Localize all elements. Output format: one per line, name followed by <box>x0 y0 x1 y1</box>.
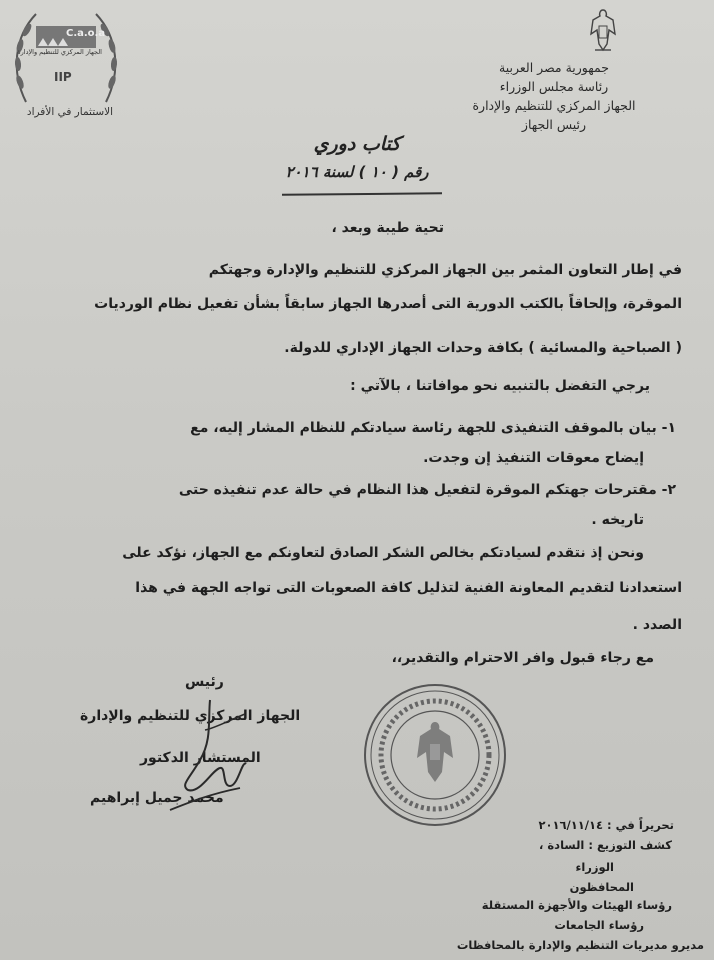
recipient-item: الوزراء <box>575 860 614 874</box>
letterhead <box>454 58 654 134</box>
greeting: تحية طيبة وبعد ، <box>331 220 444 236</box>
recipient-item: رؤساء الجامعات <box>554 918 644 932</box>
handwritten-signature <box>150 690 270 820</box>
paragraph-line: استعدادنا لتقديم المعاونة الفنية لتذليل كافة الصعوبات التى تواجه الجهة في هذا <box>135 580 682 596</box>
paragraph-line: الموقرة، وإلحاقاً بالكتب الدورية التى أصدرها الجهاز سابقاً بشأن تفعيل نظام الورديات <box>94 296 682 312</box>
letterhead-line: رئيس الجهاز <box>521 117 587 132</box>
title-underline <box>282 192 442 195</box>
signatory-title: رئيس <box>185 674 224 690</box>
signatory-name: محمد جميل إبراهيم <box>90 790 224 806</box>
logo-brand: C.a.o.a <box>66 28 106 39</box>
organization-logo <box>6 2 126 122</box>
list-item-continuation: إيضاح معوقات التنفيذ إن وجدت. <box>423 450 644 466</box>
document-title: كتاب دوري <box>313 133 401 155</box>
official-stamp <box>360 680 510 830</box>
paragraph-line: ونحن إذ نتقدم لسيادتكم بخالص الشكر الصادق لتعاونكم مع الجهاز، نؤكد على <box>122 545 644 561</box>
document-number: رقم ( ١٠ ) لسنة ٢٠١٦ <box>285 163 429 181</box>
signatory-org: الجهاز المركزي للتنظيم والإدارة <box>80 708 301 724</box>
request-line: يرجي التفضل بالتنبيه نحو موافاتنا ، بالآتي : <box>350 378 650 394</box>
paragraph-line: في إطار التعاون المثمر بين الجهاز المركزي للتنظيم والإدارة وجهتكم <box>208 262 682 278</box>
paragraph-line: ( الصباحية والمسائية ) بكافة وحدات الجهاز الإداري للدولة. <box>284 340 682 356</box>
logo-org-text: الجهاز المركزي للتنظيم والإدارة <box>17 48 102 56</box>
logo-code: IIP <box>54 70 72 84</box>
eagle-emblem-icon <box>587 6 619 54</box>
recipient-item: رؤساء الهيئات والأجهزة المستقلة <box>481 898 672 912</box>
list-item: ١- بيان بالموقف التنفيذى للجهة رئاسة سيادتكم للنظام المشار إليه، مع <box>190 420 676 436</box>
list-item-continuation: تاريخه . <box>591 512 644 528</box>
list-item: ٢- مقترحات جهتكم الموقرة لتفعيل هذا النظام في حالة عدم تنفيذه حتى <box>178 482 676 498</box>
paragraph-line: الصدد . <box>632 617 682 633</box>
letterhead-line: الجهاز المركزي للتنظيم والإدارة <box>472 98 636 113</box>
letterhead-line: رئاسة مجلس الوزراء <box>499 79 609 94</box>
recipient-item: مديرو مديريات التنظيم والإدارة بالمحافظات <box>456 938 704 952</box>
issue-date: تحريراً في : ٢٠١٦/١١/١٤ <box>538 818 674 832</box>
logo-motto: الاستثمار في الأفراد <box>26 106 114 118</box>
closing-line: مع رجاء قبول وافر الاحترام والتقدير،، <box>391 650 654 666</box>
distribution-heading: كشف التوزيع : السادة ، <box>539 838 672 852</box>
signatory-rank: المستشار الدكتور <box>140 750 261 766</box>
letterhead-line: جمهورية مصر العربية <box>499 60 609 75</box>
recipient-item: المحافظون <box>569 880 634 894</box>
